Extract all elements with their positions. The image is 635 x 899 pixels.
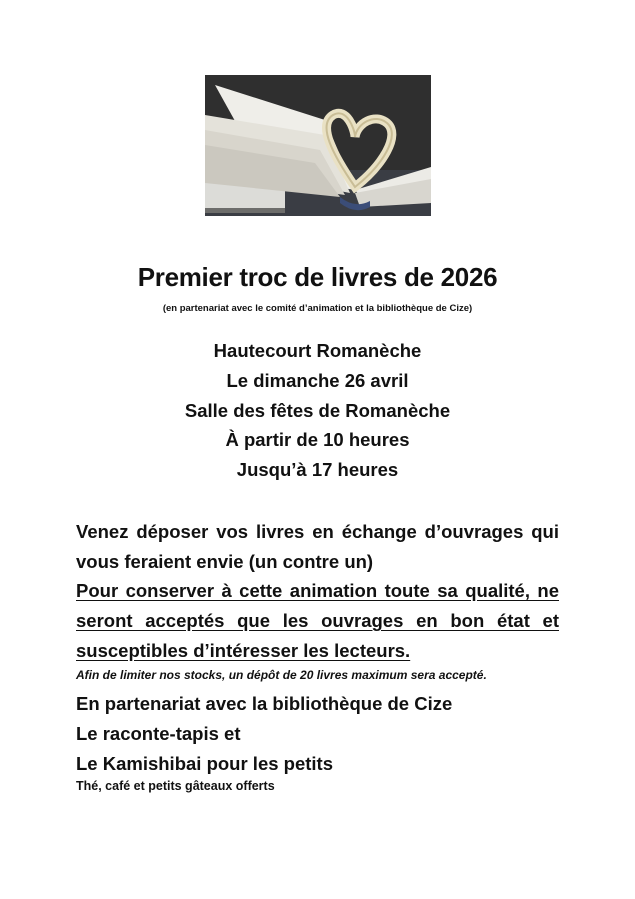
event-date: Le dimanche 26 avril: [226, 370, 409, 391]
event-end-time: Jusqu’à 17 heures: [236, 459, 399, 480]
partnership-subtitle: (en partenariat avec le comité d’animation et la bibliothèque de Cize): [162, 303, 473, 314]
book-icon: [205, 75, 431, 216]
library-partnership-line: En partenariat avec la bibliothèque de Cize: [76, 693, 453, 714]
page-title: Premier troc de livres de 2026: [137, 262, 498, 292]
invitation-paragraph: Venez déposer vos livres en échange d’ouvrages qui vous feraient envie (un contre un): [76, 521, 559, 572]
open-book-heart-image: [205, 75, 431, 216]
event-start-time: À partir de 10 heures: [225, 429, 410, 450]
refreshments-line: Thé, café et petits gâteaux offerts: [76, 779, 275, 793]
raconte-tapis-line: Le raconte-tapis et: [76, 723, 241, 744]
event-venue: Salle des fêtes de Romanèche: [184, 400, 451, 421]
condition-paragraph: Pour conserver à cette animation toute sa qualité, ne seront acceptés que les ouvrages en bon état et susceptibles d’intéresser les lecteurs.: [76, 580, 559, 661]
limit-note: Afin de limiter nos stocks, un dépôt de 20 livres maximum sera accepté.: [76, 668, 487, 682]
kamishibai-line: Le Kamishibai pour les petits: [76, 753, 334, 774]
event-location-town: Hautecourt Romanèche: [213, 340, 422, 361]
